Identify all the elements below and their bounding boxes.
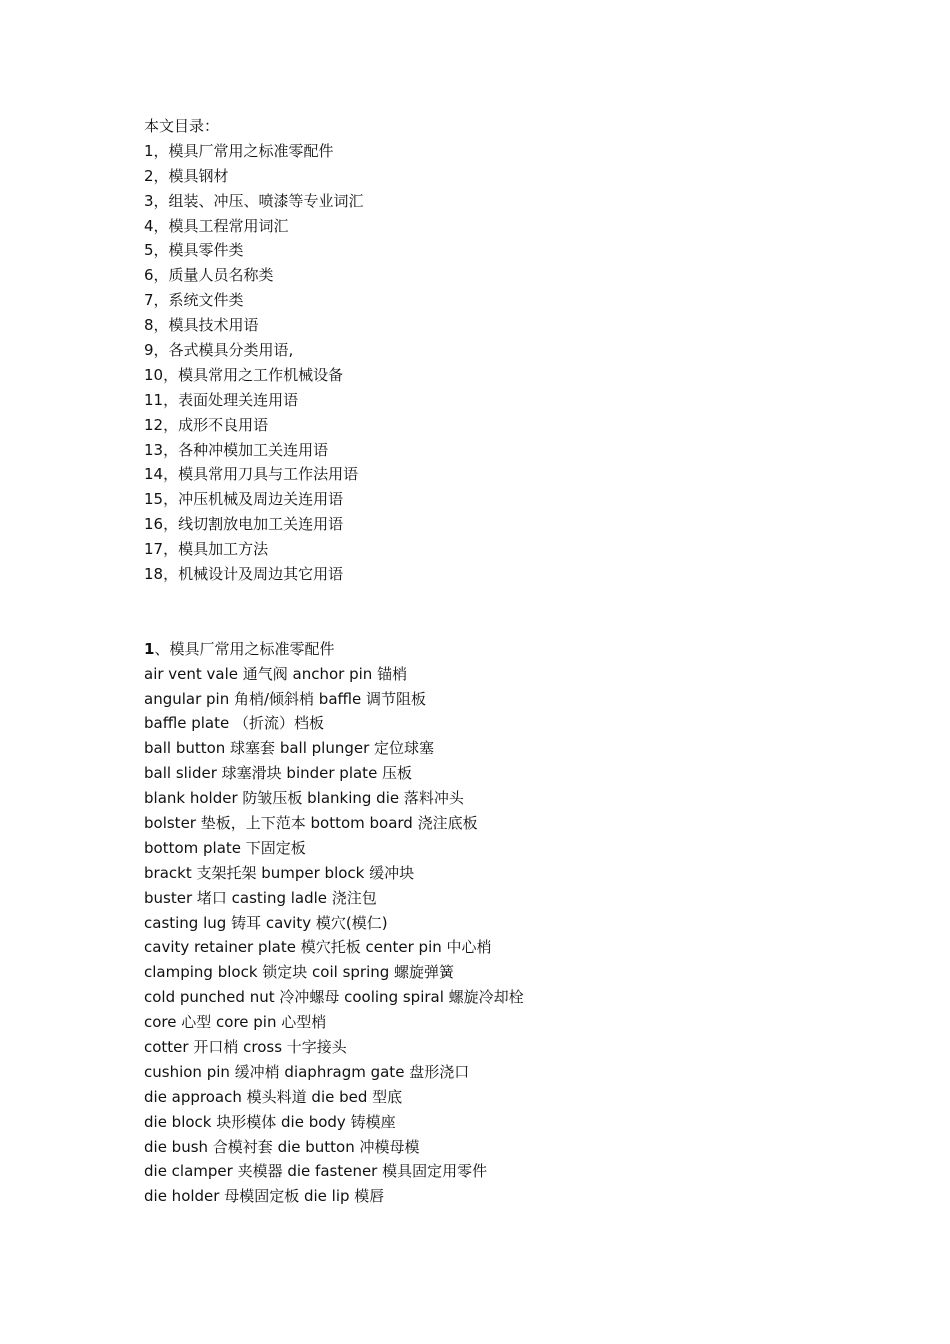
toc-item: 8，模具技术用语	[144, 316, 259, 335]
toc-item: 14，模具常用刀具与工作法用语	[144, 465, 359, 484]
glossary-line: die clamper 夹模器 die fastener 模具固定用零件	[144, 1162, 488, 1181]
section-heading	[144, 637, 904, 662]
section-spacer	[144, 587, 904, 637]
section-title: 、模具厂常用之标准零配件	[154, 639, 335, 658]
glossary-line: bolster 垫板，上下范本 bottom board 浇注底板	[144, 813, 478, 832]
toc-item: 17，模具加工方法	[144, 540, 269, 559]
toc-item: 7，系统文件类	[144, 291, 244, 310]
toc-item: 16，线切割放电加工关连用语	[144, 515, 344, 534]
glossary-line: cushion pin 缓冲梢 diaphragm gate 盘形浇口	[144, 1062, 470, 1081]
toc-item: 4，模具工程常用词汇	[144, 216, 289, 235]
toc-item: 13，各种冲模加工关连用语	[144, 440, 329, 459]
toc-item: 15，冲压机械及周边关连用语	[144, 490, 344, 509]
glossary-line: die holder 母模固定板 die lip 模唇	[144, 1187, 385, 1206]
toc-item: 10，模具常用之工作机械设备	[144, 365, 344, 384]
toc-item: 11，表面处理关连用语	[144, 390, 299, 409]
glossary-line: die block 块形模体 die body 铸模座	[144, 1112, 396, 1131]
toc-item: 5，模具零件类	[144, 241, 244, 260]
glossary-line: bottom plate 下固定板	[144, 838, 306, 857]
glossary-line: cotter 开口梢 cross 十字接头	[144, 1037, 347, 1056]
toc-item: 6，质量人员名称类	[144, 266, 274, 285]
glossary-line: cavity retainer plate 模穴托板 center pin 中心梢	[144, 938, 492, 957]
glossary-line: air vent vale 通气阀 anchor pin 锚梢	[144, 664, 408, 683]
toc-item: 9，各式模具分类用语,	[144, 341, 294, 360]
glossary-line: baffle plate （折流）档板	[144, 714, 324, 733]
glossary-line: die approach 模头料道 die bed 型底	[144, 1087, 403, 1106]
glossary-line: angular pin 角梢/倾斜梢 baffle 调节阻板	[144, 689, 427, 708]
toc-list	[144, 139, 904, 587]
toc-item: 1，模具厂常用之标准零配件	[144, 141, 334, 160]
glossary-line: cold punched nut 冷冲螺母 cooling spiral 螺旋冷却栓	[144, 988, 524, 1007]
toc-item: 18，机械设计及周边其它用语	[144, 565, 344, 584]
toc-item: 3，组装、冲压、喷漆等专业词汇	[144, 191, 364, 210]
document-page	[144, 114, 904, 1209]
glossary-line: ball slider 球塞滑块 binder plate 压板	[144, 764, 413, 783]
glossary-line: die bush 合模衬套 die button 冲模母模	[144, 1137, 420, 1156]
glossary-line: casting lug 铸耳 cavity 模穴(模仁)	[144, 913, 388, 932]
toc-item: 2，模具钢材	[144, 166, 229, 185]
toc-title: 本文目录：	[144, 117, 220, 135]
glossary-line: core 心型 core pin 心型梢	[144, 1013, 327, 1032]
glossary-list	[144, 662, 904, 1210]
glossary-line: brackt 支架托架 bumper block 缓冲块	[144, 863, 415, 882]
glossary-line: clamping block 锁定块 coil spring 螺旋弹簧	[144, 963, 455, 982]
section-number: 1	[144, 639, 155, 658]
glossary-line: blank holder 防皱压板 blanking die 落料冲头	[144, 789, 464, 808]
toc-item: 12，成形不良用语	[144, 415, 269, 434]
glossary-line: buster 堵口 casting ladle 浇注包	[144, 888, 377, 907]
glossary-line: ball button 球塞套 ball plunger 定位球塞	[144, 739, 435, 758]
